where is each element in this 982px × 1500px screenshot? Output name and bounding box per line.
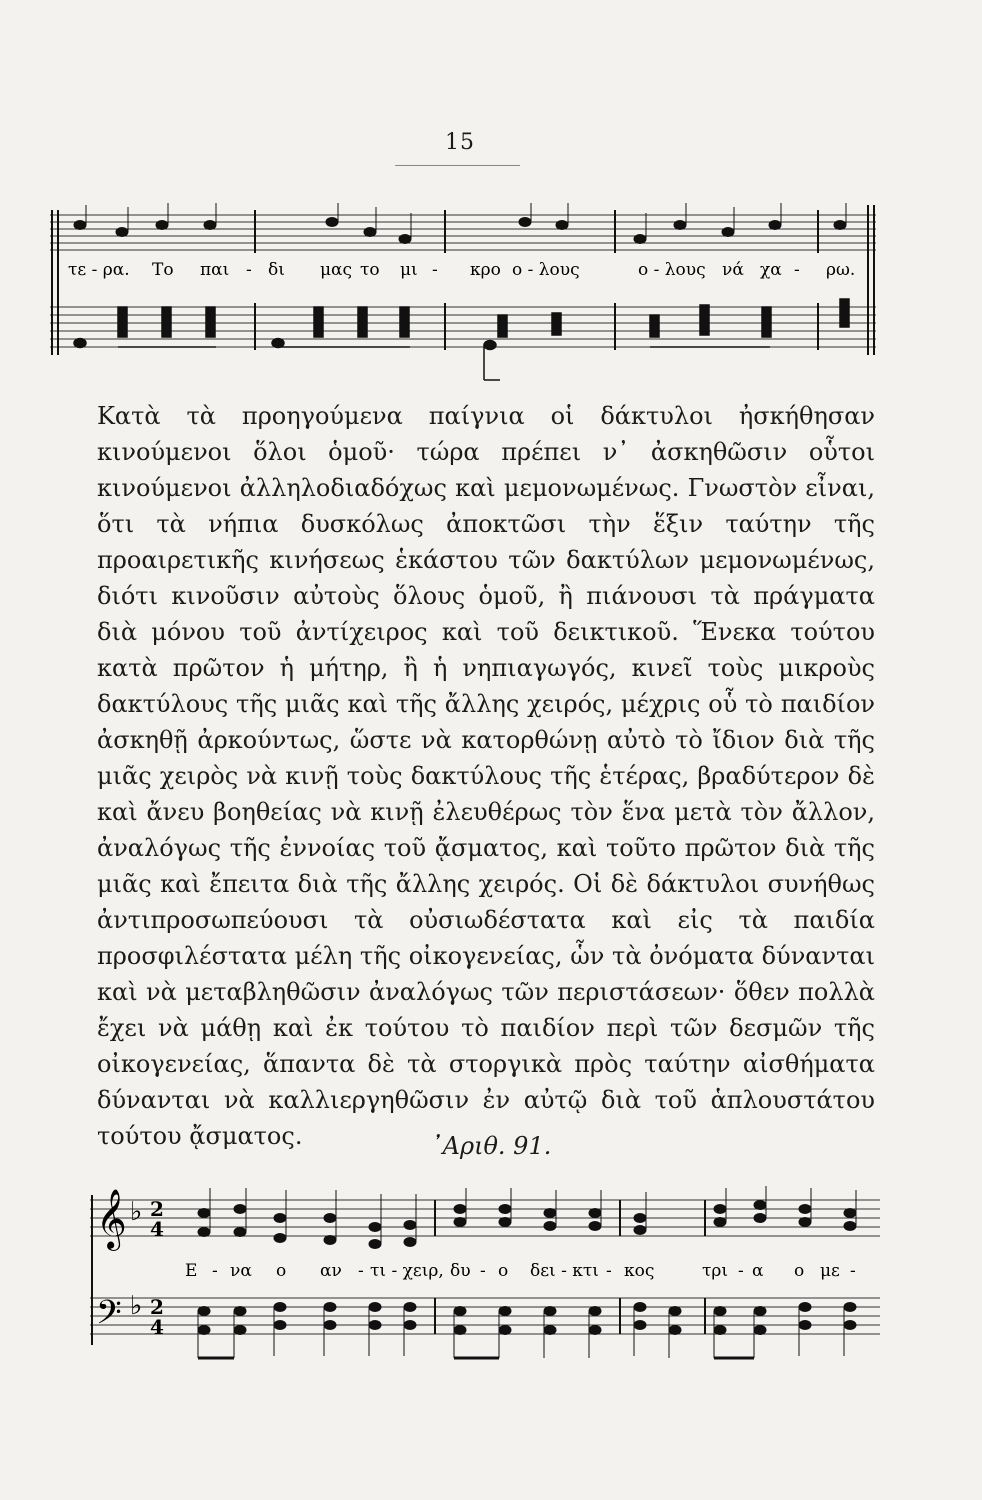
lyric: χα — [760, 260, 782, 280]
lyric: - — [738, 1261, 744, 1281]
lyric: κος — [624, 1261, 655, 1281]
lyric: α — [752, 1261, 764, 1281]
score-bottom-treble-notes — [198, 1186, 856, 1249]
score-bottom — [90, 1180, 890, 1380]
bass-clef: 𝄢 — [96, 1294, 122, 1340]
lyric: ο — [794, 1261, 805, 1281]
score-top-staff-lower — [50, 307, 876, 347]
score-bottom-lyrics — [185, 1261, 856, 1281]
lyric: ο - λους — [512, 260, 580, 280]
score-top-melody-notes — [74, 203, 846, 244]
lyric: αν — [320, 1261, 342, 1281]
lyric: ο — [498, 1261, 509, 1281]
lyric: παι — [200, 260, 230, 280]
lyric: μας — [320, 260, 353, 280]
score-bottom-bass-notes — [198, 1303, 856, 1359]
lyric: τρι — [702, 1261, 729, 1281]
body-paragraph: Κατὰ τὰ προηγούμενα παίγνια οἱ δάκτυλοι ἠσκήθησαν κινούμενοι ὅλοι ὁμοῦ· τώρα πρέπει ν᾽ ἀσκηθῶσιν οὗτοι κινούμενοι ἀλληλοδιαδόχως καὶ μεμονωμένως. Γνωστὸν εἶναι, ὅτι τὰ νήπια δυσκόλως ἀποκτῶσι τὴν ἕξιν ταύτην τῆς προαιρετικῆς κινήσεως ἑκάστου τῶν δακτύλων μεμονωμένως, διότι κινοῦσιν αὐτοὺς ὅλους ὁμοῦ, ἢ πιάνουσι τὰ πράγματα διὰ μόνου τοῦ ἀντίχειρος καὶ τοῦ δεικτικοῦ. Ἕνεκα τούτου κατὰ πρῶτον ἡ μήτηρ, ἢ ἡ νηπιαγωγός, κινεῖ τοὺς μικροὺς δακτύλους τῆς μιᾶς καὶ τῆς ἄλλης χειρός, μέχρις οὗ τὸ παιδίον ἀσκηθῇ ἀρκούντως, ὥστε νὰ κατορθώνῃ αὐτὸ τὸ ἴδιον διὰ τῆς μιᾶς χειρὸς νὰ κινῇ τοὺς δακτύλους τῆς ἑτέρας, βραδύτερον δὲ καὶ ἄνευ βοηθείας νὰ κινῇ ἐλευθέρως τὸν ἕνα μετὰ τὸν ἄλλον, ἀναλόγως τῆς ἐννοίας τοῦ ᾄσματος, καὶ τοῦτο πρῶτον διὰ τῆς μιᾶς καὶ ἔπειτα διὰ τῆς ἄλλης χειρός. Οἱ δὲ δάκτυλοι συνήθως ἀντιπροσωπεύουσι τὰ οὐσιωδέστατα καὶ εἰς τὰ παιδία προσφιλέστατα μέλη τῆς οἰκογενείας, ὧν τὰ ὀνόματα δύνανται καὶ νὰ μεταβληθῶσιν ἀναλόγως τῶν περιστάσεων· ὅθεν πολλὰ ἔχει νὰ μάθῃ καὶ ἐκ τούτου τὸ παιδίον περὶ τῶν δεσμῶν τῆς οἰκογενείας, ἅπαντα δὲ τὰ στοργικὰ πρὸς ταύτην αἰσθήματα δύνανται νὰ καλλιεργηθῶσιν ἐν αὐτῷ διὰ τοῦ ἁπλουστάτου τούτου ᾄσματος. — [97, 402, 875, 1150]
lyric: - — [794, 260, 800, 280]
lyric: - — [432, 260, 438, 280]
lyric: ο — [276, 1261, 287, 1281]
lyric: νά — [722, 260, 744, 280]
treble-clef: 𝄞 — [96, 1189, 127, 1249]
key-signature-flat-treble: ♭ — [130, 1197, 143, 1227]
time-signature-top-treble: 2 — [150, 1197, 164, 1221]
lyric: μι — [400, 260, 418, 280]
lyric: τε - ρα. — [68, 260, 130, 280]
lyric: δι — [268, 260, 285, 280]
lyric: ο - λους — [638, 260, 706, 280]
score-top-barlines — [52, 205, 874, 355]
lyric: - — [480, 1261, 486, 1281]
lyric: με — [820, 1261, 840, 1281]
lyric: δυ — [450, 1261, 471, 1281]
lyric: τι - χειρ, — [370, 1261, 444, 1281]
lyric: - — [246, 260, 252, 280]
time-signature-top-bass: 2 — [150, 1295, 164, 1319]
score-top-staff-upper — [50, 215, 876, 250]
time-signature-bottom-treble: 4 — [150, 1217, 164, 1241]
lyric: - — [212, 1261, 218, 1281]
lyric: Ε — [185, 1261, 198, 1281]
time-signature-bottom-bass: 4 — [150, 1315, 164, 1339]
lyric: Το — [152, 260, 174, 280]
lyric: να — [230, 1261, 252, 1281]
key-signature-flat-bass: ♭ — [130, 1291, 143, 1321]
lyric: - — [606, 1261, 612, 1281]
lyric: - — [850, 1261, 856, 1281]
lyric: ρω. — [826, 260, 856, 280]
score-top-lyrics — [68, 260, 855, 280]
page-number: 15 — [445, 130, 475, 155]
lyric: το — [360, 260, 380, 280]
example-caption: ᾿Αριθ. 91. — [430, 1132, 552, 1160]
lyric: δει - κτι — [530, 1261, 599, 1281]
body-text — [97, 398, 875, 1154]
score-top — [50, 195, 880, 385]
header-rule — [395, 165, 520, 166]
lyric: κρο — [470, 260, 501, 280]
lyric: - — [358, 1261, 364, 1281]
